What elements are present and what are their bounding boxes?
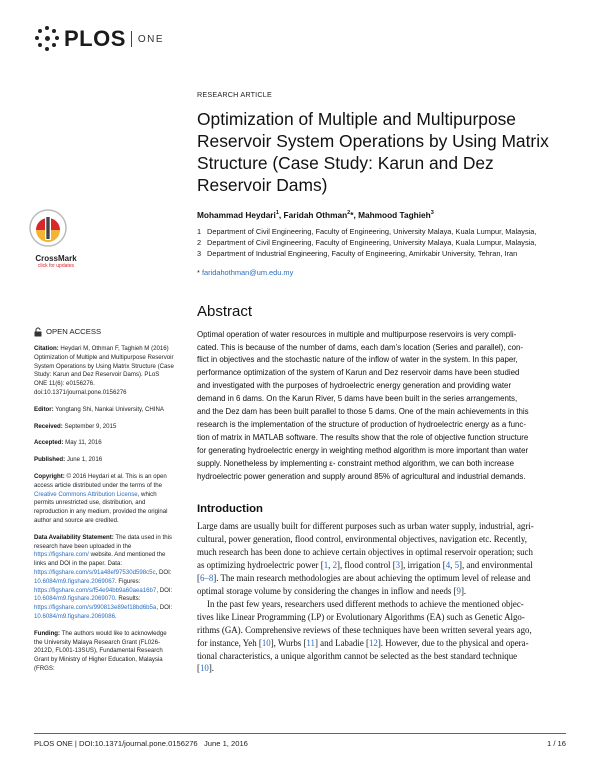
reference-link[interactable]: 11	[306, 637, 315, 648]
logo-journal: ONE	[137, 33, 165, 45]
reference-link[interactable]: 5	[454, 560, 460, 571]
reference-link[interactable]: 9	[456, 586, 461, 597]
author-name[interactable]: Faridah Othman	[283, 210, 348, 220]
abstract-heading: Abstract	[197, 302, 253, 320]
affiliation-item: 1 Department of Civil Engineering, Faculty of Engineering, University Malaya, Kuala Lumpur, Malaysia,	[197, 227, 537, 236]
reference-link[interactable]: 3	[395, 560, 401, 571]
figures-doi-link[interactable]: 10.6084/m9.figshare.2069070	[34, 595, 115, 603]
article-title: Optimization of Multiple and Multipurpose Reservoir System Operations by Using Matrix Structure (Case Study: Karun and Dez Reservoir Dams)	[197, 109, 549, 195]
reference-link[interactable]: 10	[261, 637, 271, 648]
corresponding-author: * faridahothman@um.edu.my	[197, 267, 294, 277]
copyright-block: Copyright: © 2016 Heydari et al. This is an open access article distributed under the terms of the Creative Commons Attribution License, which permits unrestricted use, distribution, and reproduction in any medium, provided the original author and source are credited.	[34, 472, 168, 524]
author-name[interactable]: Mahmood Taghieh	[358, 210, 431, 220]
page-footer	[34, 733, 566, 748]
plos-dots-icon	[34, 26, 60, 52]
reference-link[interactable]: 2	[332, 560, 337, 571]
plos-one-logo[interactable]	[34, 25, 164, 53]
intro-paragraph-2: In the past few years, researchers used different methods to achieve the mentioned objec- tives like Linear Programming (LP) or Evolutionary Algorithms (EA) such as Genetic Algo- rithms (GA). Comprehensive reviews of these techniques have been written several years ago, for instance, Yeh [10], Wurbs [11] and Labadie [12]. However, due to the physical and opera- tional characteristics, a unique algorithm cannot be selected as the best standard technique [10].	[197, 598, 532, 674]
received-block: Received: September 9, 2015	[34, 422, 117, 430]
data-availability-block: Data Availability Statement: The data used in this research have been uploaded in the https://figshare.com/ website. And mentioned the links and DOI in the paper. Data: https://figshare.com/s/91a48ef97530d598c5c, DOI: 10.6084/m9.figshare.2069067. Figures: https://figshare.com/s/f54e94bb9a60aea16b7, DOI: 10.6084/m9.figshare.2069070. Results: https://figshare.com/s/990813e89ef18bd6b5a, DOI: 10.6084/m9.figshare.2069086.	[34, 533, 173, 620]
article-type: RESEARCH ARTICLE	[197, 90, 272, 99]
license-link[interactable]: Creative Commons Attribution License	[34, 490, 138, 498]
footer-citation: PLOS ONE | DOI:10.1371/journal.pone.0156276 June 1, 2016	[34, 739, 248, 748]
affiliations	[197, 226, 567, 260]
article-sidebar	[34, 327, 174, 682]
introduction-heading: Introduction	[197, 503, 263, 516]
crossmark-title: CrossMark	[35, 254, 77, 263]
author-list: Mohammad Heydari$^1$, Faridah Othman$^2$*, Mahmood Taghieh$^3$	[197, 210, 434, 220]
reference-link[interactable]: 4	[445, 560, 451, 571]
introduction-text	[197, 520, 567, 675]
open-lock-icon	[34, 327, 42, 337]
data-doi-link[interactable]: 10.6084/m9.figshare.2069067	[34, 577, 115, 585]
crossmark-subtitle: click for updates	[37, 263, 75, 269]
article-main	[197, 90, 567, 675]
results-link[interactable]: https://figshare.com/s/990813e89ef18bd6b5a	[34, 604, 157, 612]
figshare-link[interactable]: https://figshare.com/	[34, 551, 89, 559]
page-number: 1 / 16	[547, 739, 566, 748]
figures-link[interactable]: https://figshare.com/s/f54e94bb9a60aea16b7	[34, 586, 157, 594]
reference-link[interactable]: 10	[199, 663, 209, 674]
corresponding-email[interactable]: faridahothman@um.edu.my	[201, 267, 294, 277]
published-block: Published: June 1, 2016	[34, 456, 103, 464]
crossmark-icon	[28, 208, 68, 248]
reference-link[interactable]: 12	[368, 637, 378, 648]
funding-block: Funding: The authors would like to acknowledge the University Malaya Research Grant (FL026-2012D, FL001-13SUS), Fundamental Research Grant by Ministry of Higher Education, Malaysia (FRGS:	[34, 629, 167, 672]
reference-link[interactable]: 1	[323, 560, 329, 571]
citation-block: Citation: Heydari M, Othman F, Taghieh M (2016) Optimization of Multiple and Multipurpose Reservoir System Operations by Using Matrix Structure (Case Study: Karun and Dez Reservoir Dams). PLoS ONE 11(6): e0156276. doi:10.1371/journal.pone.0156276	[34, 345, 174, 396]
author-name[interactable]: Mohammad Heydari	[197, 210, 276, 220]
abstract-text: Optimal operation of water resources in multiple and multipurpose reservoirs is very compli- cated. This is because of the number of dams, each dam’s location (Series and parallel), con- flict in objectives and the stochastic nature of the inflow of water in the system. In this paper, performance optimization of the system of Karun and Dez reservoir dams have been studied and investigated with the purposes of hydroelectric energy generation and providing water demand in 6 dams. On the Karun River, 5 dams have been built in the series arrangements, and the Dez dam has been built parallel to those 5 dams. One of the main achievements in this research is the implementation of the structure of production of hydroelectric energy as a func- tion of matrix in MATLAB software. The results show that the role of objective function structure for generating hydroelectric energy in weighting method algorithm is more important than water supply. Nonetheless by implementing ε- constraint method algorithm, we can both increase hydroelectric power generation and supply around 85% of agricultural and industrial demands.	[197, 329, 529, 481]
open-access-label: OPEN ACCESS	[34, 327, 174, 337]
results-doi-link[interactable]: 10.6084/m9.figshare.2069086	[34, 612, 115, 620]
logo-divider	[131, 31, 132, 47]
data-link[interactable]: https://figshare.com/s/91a48ef97530d598c5c	[34, 568, 156, 576]
affiliation-item: 2 Department of Civil Engineering, Faculty of Engineering, University Malaya, Kuala Lumpur, Malaysia,	[197, 238, 537, 248]
editor-block: Editor: Yongtang Shi, Nankai University, CHINA	[34, 405, 164, 413]
logo-brand: PLOS	[64, 26, 126, 51]
crossmark-badge[interactable]	[28, 208, 84, 274]
intro-paragraph-1: Large dams are usually built for different purposes such as urban water supply, industrial, agri- cultural, power generation, flood control, environmental objectives, navigation etc. Recently, much research has been done to achieve certain objectives in optimal reservoir operation; such as optimizing hydroelectric power [1, 2], flood control [3], irrigation [4, 5], and environmental [6–8]. The main research methodologies are about achieving the optimum level of release and optimal storage volume by considering the changes in inflow and needs [9].	[197, 521, 534, 597]
reference-link[interactable]: 6–8	[199, 573, 214, 584]
accepted-block: Accepted: May 11, 2016	[34, 439, 102, 447]
affiliation-item: 3 Department of Industrial Engineering, Faculty of Engineering, Amirkabir University, Tehran, Iran	[197, 249, 518, 259]
